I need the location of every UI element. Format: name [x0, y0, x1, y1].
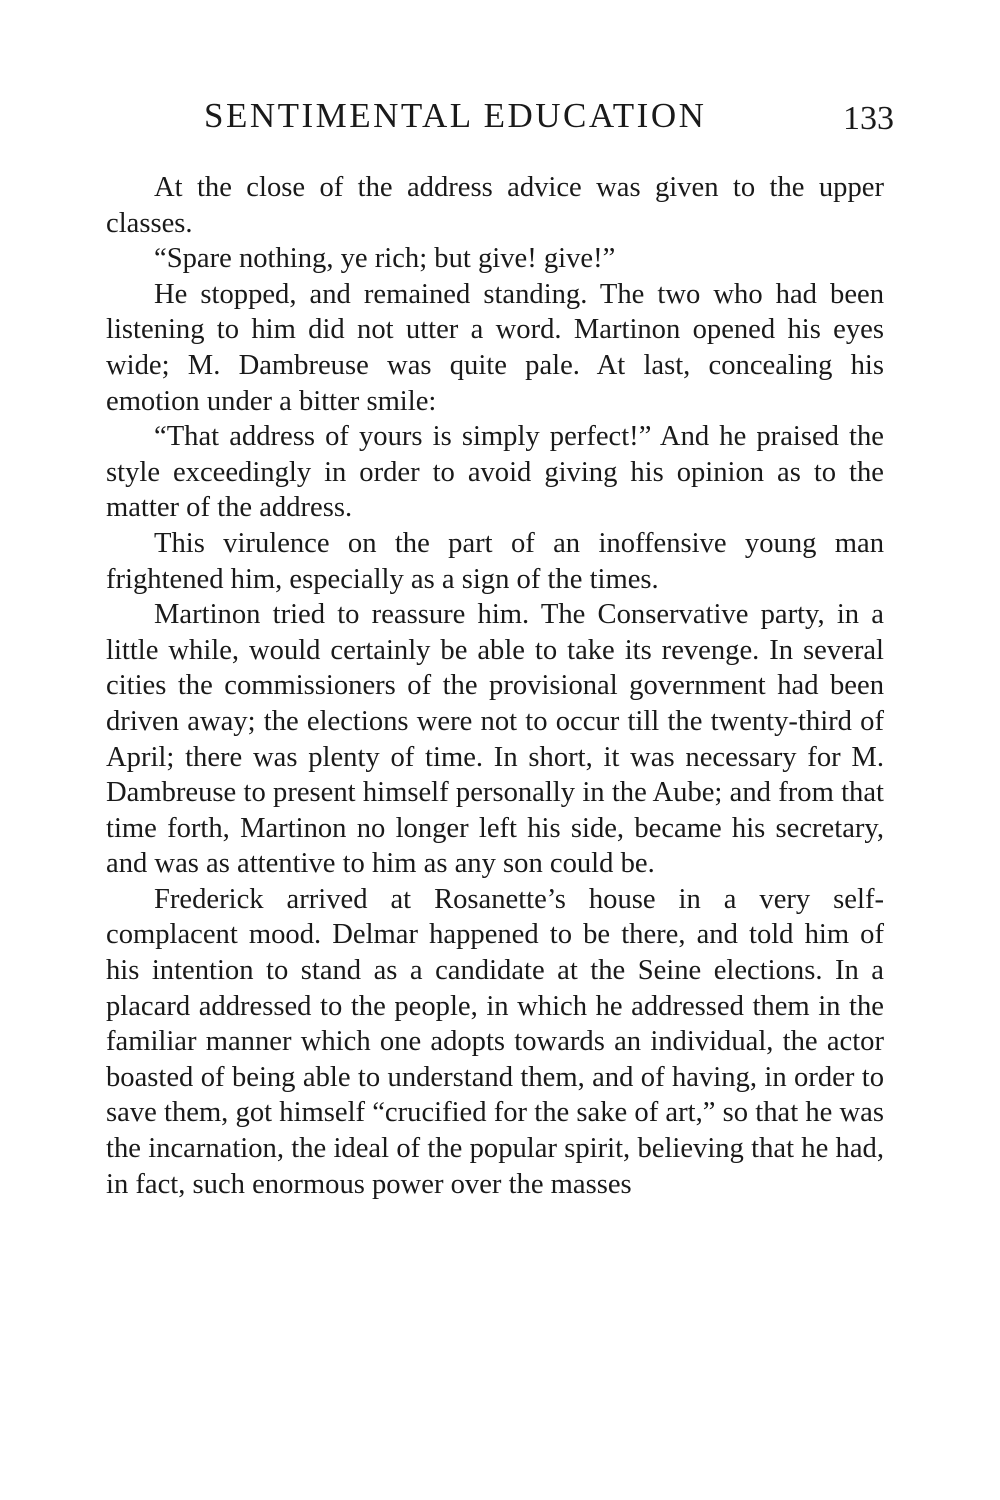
paragraph: Frederick arrived at Rosanette’s house in a very self-complacent mood. Delmar happened to be there, and told him of his intention to stand as a candidate at the Seine elections. In a placard addressed to the people, in which he addressed them in the familiar manner which one adopts towards an individual, the actor boasted of being able to understand them, and of having, in order to save them, got himself “crucified for the sake of art,” so that he was the incarnation, the ideal of the popular spirit, believing that he had, in fact, such enormous power over the masses: [106, 883, 884, 1200]
running-head: [106, 96, 906, 146]
paragraph: “That address of yours is simply perfect!” And he praised the style exceedingly in order to avoid giving his opinion as to the matter of the address.: [106, 421, 884, 524]
body-text: [106, 170, 884, 1202]
page-number: 133: [843, 100, 894, 137]
paragraph: “Spare nothing, ye rich; but give! give!”: [154, 243, 616, 275]
running-title: SENTIMENTAL EDUCATION: [204, 96, 707, 135]
paragraph: He stopped, and remained standing. The two who had been listening to him did not utter a word. Martinon opened his eyes wide; M. Dambreuse was quite pale. At last, concealing his emotion under a bitter smile:: [106, 278, 884, 417]
paragraph: At the close of the address advice was given to the upper classes.: [106, 172, 884, 239]
paragraph: Martinon tried to reassure him. The Conservative party, in a little while, would certainly be able to take its revenge. In several cities the commissioners of the provisional government had been driven away; the elections were not to occur till the twenty-third of April; there was plenty of time. In short, it was necessary for M. Dambreuse to present himself personally in the Aube; and from that time forth, Martinon no longer left his side, became his secretary, and was as attentive to him as any son could be.: [106, 599, 884, 880]
paragraph: This virulence on the part of an inoffensive young man frightened him, especially as a sign of the times.: [106, 527, 884, 595]
